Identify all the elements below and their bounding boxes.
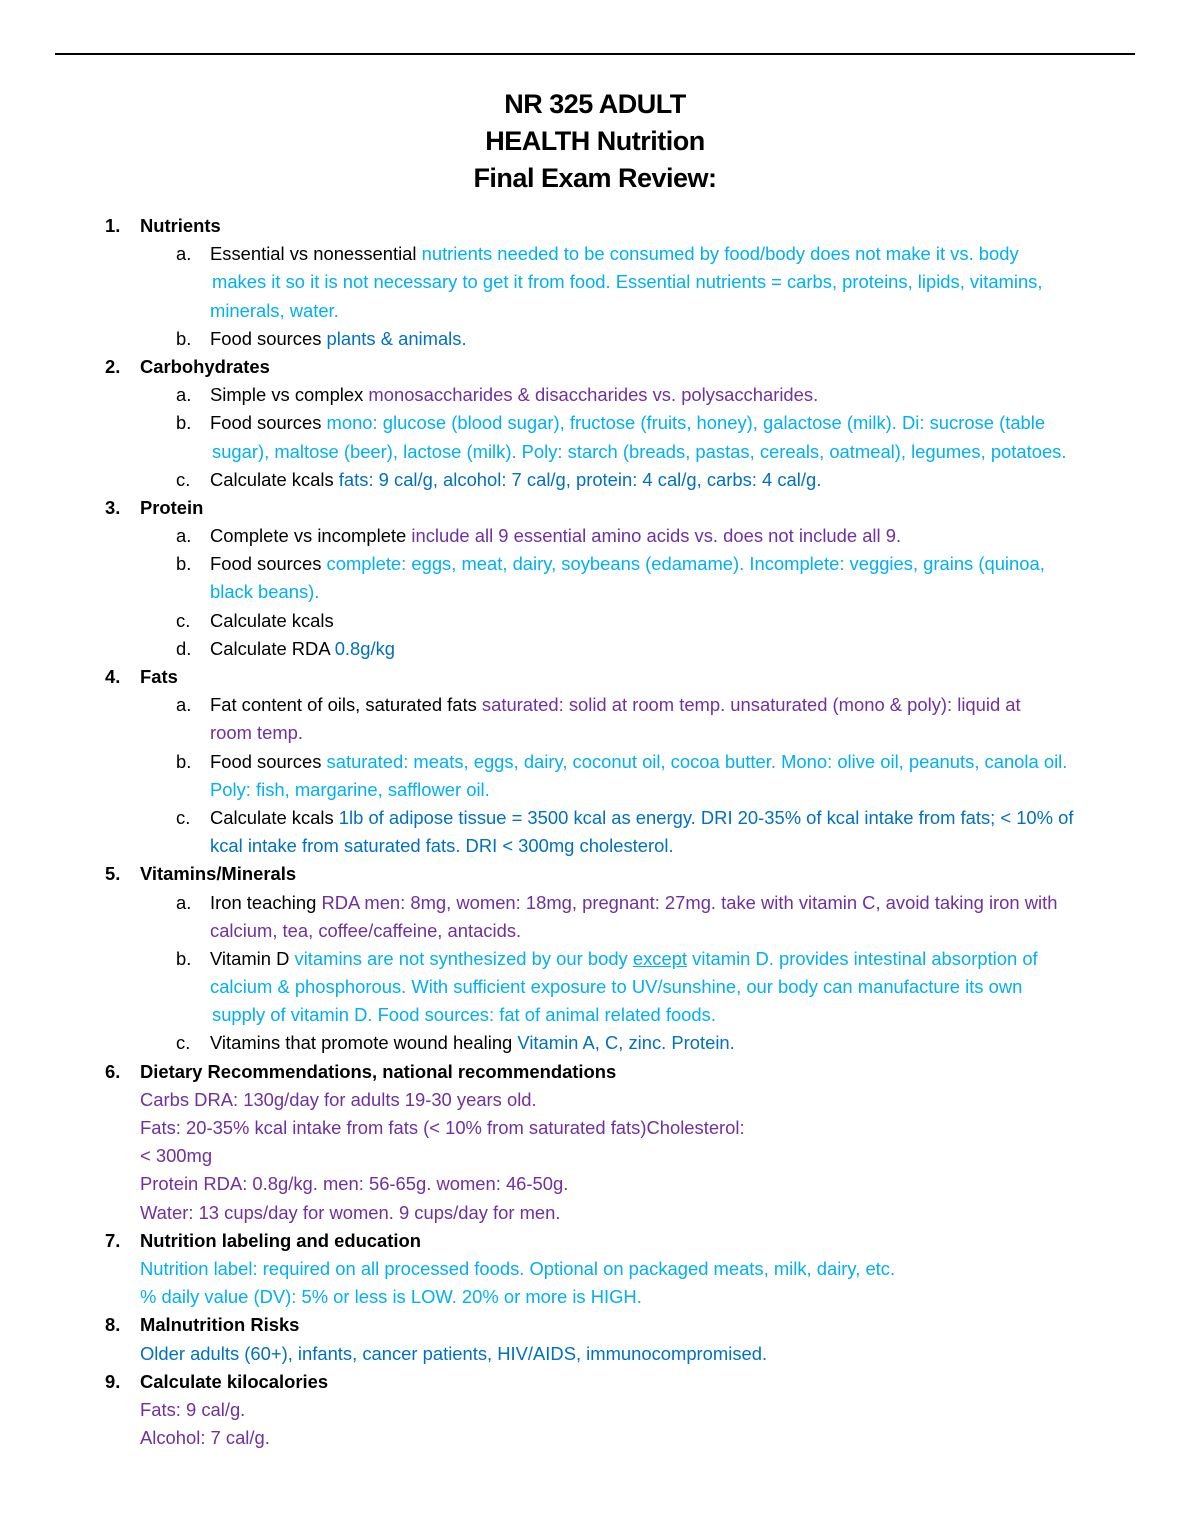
- item-label: Food sources: [210, 412, 327, 434]
- item-label: Food sources: [210, 327, 327, 349]
- section-number: 9.: [105, 1370, 121, 1392]
- list-item: [0, 381, 1190, 409]
- note-line: [0, 1255, 1190, 1283]
- item-letter: b.: [176, 327, 192, 349]
- section-heading: Dietary Recommendations, national recommendations: [140, 1060, 617, 1082]
- item-note: Older adults (60+), infants, cancer patients, HIV/AIDS, immunocompromised.: [140, 1342, 768, 1364]
- list-item: [0, 409, 1190, 437]
- item-note: kcal intake from saturated fats. DRI < 300mg cholesterol.: [210, 835, 674, 857]
- item-note: Vitamin A, C, zinc. Protein.: [517, 1032, 735, 1054]
- section-nutrients: [0, 212, 1190, 240]
- list-item: [0, 804, 1190, 832]
- item-note: monosaccharides & disaccharides vs. polysaccharides.: [368, 384, 819, 406]
- item-note: 1lb of adipose tissue = 3500 kcal as energy. DRI 20-35% of kcal intake from fats; < 10% of: [338, 806, 1074, 828]
- item-letter: b.: [176, 553, 192, 575]
- item-letter: c.: [176, 806, 191, 828]
- item-letter: d.: [176, 637, 192, 659]
- list-item: [0, 691, 1190, 719]
- section-heading: Nutrients: [140, 215, 221, 236]
- item-label: Calculate kcals: [210, 806, 339, 828]
- list-item: [0, 325, 1190, 353]
- item-continuation: [0, 438, 1190, 466]
- item-continuation: [0, 297, 1190, 325]
- section-number: 1.: [105, 215, 121, 236]
- title-line-1: NR 325 ADULT: [504, 89, 686, 119]
- section-nutrition-labeling: [0, 1227, 1190, 1255]
- underlined-word: except: [632, 947, 688, 969]
- item-continuation: [0, 578, 1190, 606]
- item-note: < 300mg: [140, 1145, 213, 1167]
- section-number: 3.: [105, 496, 121, 518]
- item-label: Vitamins that promote wound healing: [210, 1032, 518, 1054]
- title-line-2: HEALTH Nutrition: [485, 126, 705, 156]
- section-number: 7.: [105, 1229, 121, 1251]
- note-line: [0, 1340, 1190, 1368]
- item-note: RDA men: 8mg, women: 18mg, pregnant: 27mg. take with vitamin C, avoid taking iron with: [321, 891, 1058, 913]
- note-line: [0, 1114, 1190, 1142]
- item-label: Simple vs complex: [210, 384, 369, 406]
- item-label: Essential vs nonessential: [210, 243, 422, 265]
- item-letter: c.: [176, 609, 191, 631]
- item-continuation: [0, 719, 1190, 747]
- item-note: plants & animals.: [326, 327, 467, 349]
- section-number: 5.: [105, 863, 121, 885]
- section-heading: Protein: [140, 496, 204, 518]
- item-label: Food sources: [210, 750, 327, 772]
- section-heading: Carbohydrates: [140, 355, 270, 377]
- item-note: nutrients needed to be consumed by food/body does not make it vs. body: [421, 243, 1019, 265]
- section-vitamins-minerals: [0, 860, 1190, 888]
- section-heading: Vitamins/Minerals: [140, 863, 297, 885]
- note-line: [0, 1424, 1190, 1452]
- item-note: minerals, water.: [210, 299, 339, 321]
- section-carbohydrates: [0, 353, 1190, 381]
- section-heading: Malnutrition Risks: [140, 1314, 300, 1336]
- header-rule: [55, 53, 1135, 55]
- item-continuation: [0, 832, 1190, 860]
- item-note: include all 9 essential amino acids vs. does not include all 9.: [411, 525, 902, 547]
- list-item: [0, 607, 1190, 635]
- item-letter: b.: [176, 412, 192, 434]
- section-number: 2.: [105, 355, 121, 377]
- item-letter: b.: [176, 750, 192, 772]
- item-note: % daily value (DV): 5% or less is LOW. 20% or more is HIGH.: [140, 1286, 642, 1308]
- item-letter: a.: [176, 243, 192, 265]
- note-line: [0, 1142, 1190, 1170]
- item-note: sugar), maltose (beer), lactose (milk). Poly: starch (breads, pastas, cereals, oatmeal), legumes, potatoes.: [212, 440, 1067, 462]
- item-label: Vitamin D: [210, 947, 295, 969]
- section-number: 8.: [105, 1314, 121, 1336]
- section-calculate-kilocalories: [0, 1368, 1190, 1396]
- item-note: calcium, tea, coffee/caffeine, antacids.: [210, 919, 522, 941]
- item-label: Food sources: [210, 553, 327, 575]
- item-label: Calculate kcals: [210, 609, 334, 631]
- item-note: room temp.: [210, 722, 304, 744]
- note-line: [0, 1283, 1190, 1311]
- note-line: [0, 1086, 1190, 1114]
- list-item: [0, 466, 1190, 494]
- list-item: [0, 635, 1190, 663]
- item-note: calcium & phosphorous. With sufficient exposure to UV/sunshine, our body can manufacture its own: [210, 976, 1023, 998]
- item-note: vitamins are not synthesized by our body: [294, 947, 633, 969]
- section-heading: Nutrition labeling and education: [140, 1229, 421, 1251]
- item-note: Nutrition label: required on all processed foods. Optional on packaged meats, milk, dairy, etc.: [140, 1257, 896, 1279]
- item-note: Water: 13 cups/day for women. 9 cups/day for men.: [140, 1201, 561, 1223]
- item-note: mono: glucose (blood sugar), fructose (fruits, honey), galactose (milk). Di: sucrose (table: [326, 412, 1046, 434]
- item-letter: c.: [176, 1032, 191, 1054]
- section-fats: [0, 663, 1190, 691]
- item-note: black beans).: [210, 581, 320, 603]
- item-continuation: [0, 973, 1190, 1001]
- item-note: fats: 9 cal/g, alcohol: 7 cal/g, protein: 4 cal/g, carbs: 4 cal/g.: [338, 468, 822, 490]
- item-letter: a.: [176, 384, 192, 406]
- item-letter: b.: [176, 947, 192, 969]
- note-line: [0, 1396, 1190, 1424]
- list-item: [0, 1029, 1190, 1057]
- item-note: Poly: fish, margarine, safflower oil.: [210, 778, 490, 800]
- list-item: [0, 240, 1190, 268]
- item-note: Fats: 20-35% kcal intake from fats (< 10% from saturated fats)Cholesterol:: [140, 1117, 745, 1138]
- item-continuation: [0, 917, 1190, 945]
- list-item: [0, 889, 1190, 917]
- list-item: [0, 945, 1190, 973]
- note-line: [0, 1170, 1190, 1198]
- item-note: makes it so it is not necessary to get it from food. Essential nutrients = carbs, proteins, lipids, vitamins,: [212, 271, 1043, 293]
- title-line-3: Final Exam Review:: [473, 163, 717, 193]
- list-item: [0, 550, 1190, 578]
- section-protein: [0, 494, 1190, 522]
- document-title: [0, 86, 1190, 197]
- review-content: [0, 212, 1190, 1452]
- section-dietary-recommendations: [0, 1058, 1190, 1086]
- item-note: saturated: meats, eggs, dairy, coconut oil, cocoa butter. Mono: olive oil, peanuts, canola oil.: [326, 750, 1068, 772]
- item-note: Fats: 9 cal/g.: [140, 1398, 246, 1420]
- section-number: 6.: [105, 1060, 121, 1082]
- item-note: complete: eggs, meat, dairy, soybeans (edamame). Incomplete: veggies, grains (quinoa,: [326, 553, 1045, 575]
- item-label: Calculate kcals: [210, 468, 339, 490]
- section-malnutrition-risks: [0, 1311, 1190, 1339]
- item-continuation: [0, 268, 1190, 296]
- list-item: [0, 748, 1190, 776]
- item-note: vitamin D. provides intestinal absorption of: [687, 947, 1038, 969]
- list-item: [0, 522, 1190, 550]
- item-continuation: [0, 776, 1190, 804]
- item-note: 0.8g/kg: [334, 637, 396, 659]
- section-heading: Fats: [140, 666, 178, 687]
- item-letter: a.: [176, 694, 192, 716]
- item-letter: a.: [176, 525, 192, 547]
- note-line: [0, 1199, 1190, 1227]
- section-number: 4.: [105, 666, 121, 687]
- item-note: saturated: solid at room temp. unsaturated (mono & poly): liquid at: [481, 694, 1021, 716]
- item-note: Carbs DRA: 130g/day for adults 19-30 years old.: [140, 1088, 537, 1110]
- item-label: Complete vs incomplete: [210, 525, 412, 547]
- item-label: Calculate RDA: [210, 637, 335, 659]
- item-note: Alcohol: 7 cal/g.: [140, 1427, 270, 1449]
- section-heading: Calculate kilocalories: [140, 1370, 329, 1392]
- item-continuation: [0, 1001, 1190, 1029]
- item-label: Fat content of oils, saturated fats: [210, 694, 482, 716]
- item-letter: c.: [176, 468, 191, 490]
- item-note: supply of vitamin D. Food sources: fat of animal related foods.: [212, 1004, 716, 1026]
- item-note: Protein RDA: 0.8g/kg. men: 56-65g. women: 46-50g.: [140, 1173, 569, 1195]
- item-letter: a.: [176, 891, 192, 913]
- item-label: Iron teaching: [210, 891, 322, 913]
